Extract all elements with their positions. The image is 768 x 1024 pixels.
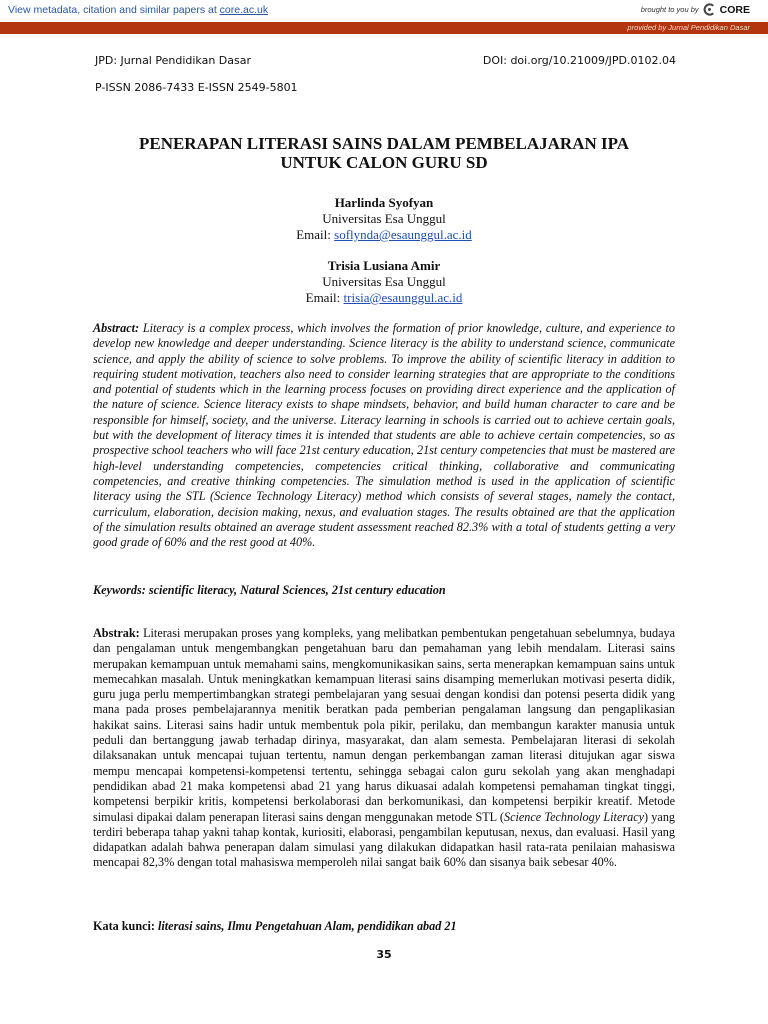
author-affiliation: Universitas Esa Unggul: [322, 211, 446, 226]
author-block-2: [90, 258, 678, 306]
core-brand[interactable]: [641, 3, 750, 16]
abstract-indonesian-text-1: Literasi merupakan proses yang kompleks, yang melibatkan pembentukan pengetahuan sebelumnya, budaya dan pengalaman untuk mengembangkan pengetahuan baru dan pemahaman yang lebih mendalam. Literasi sains merupakan kemampuan untuk memahami sains, mengkomunikasikan sains, serta menerapkan kemampuan sains untuk memecahkan masalah. Untuk meningkatkan kemampuan literasi sains disamping memerlukan motivasi peserta didik, guru juga perlu mempertimbangkan strategi pembelajaran yang sesuai dengan kondisi dan potensi peserta didik yang mana pada proses pembelajarannya menitik beratkan pada pemberian pengalaman langsung dan pengaplikasian hakikat sains. Literasi sains hadir untuk membentuk pola pikir, perilaku, dan membangun karakter manusia untuk peduli dan bertanggung jawab terhadap dirinya, masyarakat, dan alam semesta. Pembelajaran literasi di sekolah dilaksanakan untuk mencapai tujuan tertentu, namun dengan perkembangan zaman literasi ditujukan agar siswa mempu mencapai kompetensi-kompetensi tertentu, sehingga sebagai calon guru sekolah yang akan menghadapi pendidikan abad 21 maka kompetensi abad 21 yang harus dikuasai adalah kompetensi pemahaman tingkat tinggi, kompetensi berpikir kritis, kompetensi berkolaborasi dan berkomunikasi, dan kompetensi berpikir kreatif. Metode simulasi dipakai dalam penerapan literasi sains dengan menggunakan metode STL (: [93, 626, 675, 824]
core-name: CORE: [719, 3, 750, 16]
abstract-indonesian: [93, 626, 675, 871]
abstract-indonesian-stl-term: Science Technology Literacy: [503, 809, 645, 824]
brought-to-you-text: brought to you by: [640, 5, 699, 14]
journal-issn: P-ISSN 2086-7433 E-ISSN 2549-5801: [95, 81, 298, 94]
paper-title-line-2: UNTUK CALON GURU SD: [280, 153, 488, 172]
core-logo-icon: [703, 3, 716, 16]
provided-by-text: provided by Jurnal Pendidikan Dasar: [627, 23, 750, 32]
abstract-english-text: Literacy is a complex process, which involves the formation of prior knowledge, culture, and experience to develop new knowledge and deeper understanding. Science literacy is the ability to understand science, communicate science, and apply the ability of science to solve problems. To improve the ability of scientific literacy in addition to requiring student motivation, teachers also need to consider learning strategies that are appropriate to the conditions and potential of students which in the learning process focuses on providing direct experience and the application of the nature of science. Science literacy exists to shape mindsets, behavior, and build human character to care and be responsible for himself, society, and the universe. Literacy learning in schools is carried out to achieve certain goals, but with the development of literacy times it is intended that students are able to achieve certain competencies, so as prospective school teachers who will face 21st century education, 21st century competencies that must be mastered are high-level understanding competencies, competencies critical thinking, collaborative and communicating competencies, and creative thinking competencies. The simulation method is used in the application of scientific literacy using the STL (Science Technology Literacy) method which consists of several stages, namely the contact, curriculum, elaboration, decision making, nexus, and evaluation stages. The results obtained are that the application of the simulation results obtained an average student assessment reached 82.3% with a total of students getting a very good grade of 60% and the rest good at 40%.: [93, 321, 675, 550]
email-label: Email:: [296, 227, 335, 242]
author-name: Harlinda Syofyan: [334, 195, 434, 210]
abstract-indonesian-label: Abstrak:: [93, 626, 140, 640]
paper-title-line-1: PENERAPAN LITERASI SAINS DALAM PEMBELAJARAN IPA: [138, 134, 630, 153]
author-email-line: [90, 227, 678, 243]
author-block-1: [90, 195, 678, 243]
journal-doi: DOI: doi.org/10.21009/JPD.0102.04: [482, 54, 676, 67]
email-label: Email:: [305, 290, 344, 305]
paper-title: [90, 134, 678, 172]
author-email-line: [90, 290, 678, 306]
core-view-metadata-text: View metadata, citation and similar papers at: [8, 4, 217, 16]
abstract-english: [93, 321, 675, 550]
abstract-english-label: Abstract:: [93, 321, 140, 335]
author-name: Trisia Lusiana Amir: [327, 258, 441, 273]
author-email-link[interactable]: trisia@esaunggul.ac.id: [343, 290, 463, 305]
journal-name: JPD: Jurnal Pendidikan Dasar: [95, 54, 252, 67]
author-affiliation: Universitas Esa Unggul: [322, 274, 446, 289]
provided-by-strip: [0, 22, 768, 34]
page-number: 35: [376, 948, 392, 961]
core-view-metadata: [8, 4, 268, 16]
keywords-indonesian-label: Kata kunci:: [93, 919, 155, 933]
keywords-indonesian: [93, 919, 457, 934]
keywords-indonesian-value: literasi sains, Ilmu Pengetahuan Alam, pendidikan abad 21: [154, 919, 457, 933]
core-banner: [0, 0, 768, 23]
keywords-english: Keywords: scientific literacy, Natural Sciences, 21st century education: [93, 583, 446, 597]
author-email-link[interactable]: soflynda@esaunggul.ac.id: [334, 227, 472, 242]
abstract-indonesian-text-2: ) yang terdiri beberapa tahap yakni tahap kontak, kuriositi, elaborasi, pengambilan keputusan, nexus, dan evaluasi. Hasil yang didapatkan adalah bahwa penerapan dalam simulasi yang dilakukan didapatkan hasil rata-rata penilaian mahasiswa mencapai 82,3% dengan total mahasiswa memperoleh nilai sangat baik 60% dan sisanya baik sebesar 40%.: [93, 809, 676, 870]
core-link[interactable]: core.ac.uk: [219, 4, 269, 16]
